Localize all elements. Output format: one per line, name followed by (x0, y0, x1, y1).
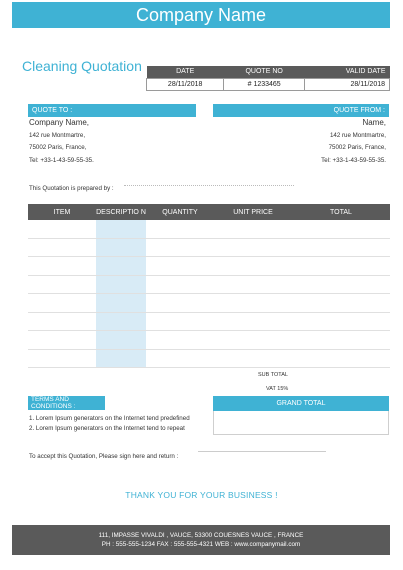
table-cell[interactable] (96, 257, 146, 275)
table-cell[interactable] (292, 331, 390, 349)
table-cell[interactable] (96, 331, 146, 349)
table-cell[interactable] (214, 294, 292, 312)
table-cell[interactable] (28, 276, 96, 294)
table-row (28, 276, 390, 295)
table-cell[interactable] (28, 294, 96, 312)
total-column-header: TOTAL (330, 208, 352, 216)
table-cell[interactable] (214, 350, 292, 368)
accept-instruction: To accept this Quotation, Please sign here and return : (29, 453, 179, 460)
table-cell[interactable] (146, 313, 214, 331)
items-table (28, 204, 390, 368)
table-cell[interactable] (214, 331, 292, 349)
company-header-band (12, 2, 390, 28)
grand-total-band (213, 396, 389, 411)
table-cell[interactable] (292, 239, 390, 257)
table-cell[interactable] (96, 313, 146, 331)
quote-no-header: QUOTE NO (224, 66, 305, 78)
quote-no-value: # 1233465 (224, 78, 305, 90)
document-title: Cleaning Quotation (22, 58, 142, 74)
table-cell[interactable] (292, 257, 390, 275)
table-cell[interactable] (146, 220, 214, 238)
table-row (28, 257, 390, 276)
table-cell[interactable] (292, 294, 390, 312)
quote-from-tel: Tel: +33-1-43-59-55-35. (321, 156, 386, 164)
table-cell[interactable] (214, 239, 292, 257)
date-header: DATE (147, 66, 224, 78)
signature-line[interactable] (198, 451, 326, 452)
quote-from-name: Name, (362, 118, 386, 127)
quote-from-band (213, 104, 389, 117)
table-cell[interactable] (96, 276, 146, 294)
table-cell[interactable] (96, 239, 146, 257)
valid-date-value: 28/11/2018 (304, 78, 389, 90)
prepared-by-field[interactable] (124, 185, 294, 186)
table-cell[interactable] (214, 257, 292, 275)
table-row (28, 239, 390, 258)
date-value: 28/11/2018 (147, 78, 224, 90)
quote-from-address (321, 117, 386, 167)
table-cell[interactable] (28, 239, 96, 257)
quote-to-address-line1: 142 rue Montmartre, (29, 131, 86, 139)
table-cell[interactable] (146, 350, 214, 368)
footer-address: 111, IMPASSE VIVALDI , VAUCE, 53300 COUESNES VAUCE , FRANCE (98, 532, 304, 539)
table-cell[interactable] (96, 220, 146, 238)
quote-meta-table (146, 66, 390, 91)
table-cell[interactable] (146, 331, 214, 349)
quote-to-address (29, 117, 94, 167)
table-row (28, 220, 390, 239)
valid-date-header: VALID DATE (304, 66, 389, 78)
quote-to-name: Company Name, (29, 118, 90, 127)
table-cell[interactable] (146, 294, 214, 312)
table-cell[interactable] (96, 350, 146, 368)
items-table-body (28, 220, 390, 368)
table-cell[interactable] (28, 350, 96, 368)
table-row (28, 331, 390, 350)
description-column-header: DESCRIPTIO N (96, 208, 146, 216)
table-cell[interactable] (146, 257, 214, 275)
footer-band (12, 525, 390, 555)
quote-to-address-line2: 75002 Paris, France, (29, 144, 87, 151)
table-row (28, 294, 390, 313)
terms-line: 1. Lorem Ipsum generators on the Internet tend predefined (29, 415, 190, 422)
grand-total-label: GRAND TOTAL (276, 400, 326, 407)
table-cell[interactable] (214, 276, 292, 294)
table-row (28, 350, 390, 369)
table-cell[interactable] (292, 350, 390, 368)
subtotal-label: SUB TOTAL (258, 372, 288, 378)
quote-to-label: QUOTE TO : (32, 107, 73, 114)
company-name-title: Company Name (135, 4, 267, 25)
unit-price-column-header: UNIT PRICE (233, 208, 273, 216)
table-cell[interactable] (292, 313, 390, 331)
table-cell[interactable] (146, 239, 214, 257)
terms-list (29, 414, 190, 434)
quote-from-address-line1: 142 rue Montmartre, (329, 131, 386, 139)
quote-to-tel: Tel: +33-1-43-59-55-35. (29, 156, 94, 164)
table-cell[interactable] (292, 276, 390, 294)
terms-label: TERMS AND CONDITIONS : (31, 396, 76, 410)
table-cell[interactable] (214, 313, 292, 331)
table-cell[interactable] (28, 257, 96, 275)
table-row (28, 313, 390, 332)
footer-contact: PH : 555-555-1234 FAX : 555-555-4321 WEB : www.companymail.com (101, 541, 301, 548)
table-cell[interactable] (292, 220, 390, 238)
table-cell[interactable] (146, 276, 214, 294)
table-cell[interactable] (28, 220, 96, 238)
quote-from-label: QUOTE FROM : (333, 107, 385, 114)
thank-you-message: THANK YOU FOR YOUR BUSINESS ! (125, 490, 278, 500)
items-table-header (28, 204, 390, 220)
terms-band (28, 396, 105, 410)
table-cell[interactable] (28, 331, 96, 349)
table-cell[interactable] (28, 313, 96, 331)
prepared-by-label: This Quotation is prepared by : (29, 185, 114, 192)
table-cell[interactable] (96, 294, 146, 312)
quote-to-band (28, 104, 196, 117)
quote-from-address-line2: 75002 Paris, France, (328, 144, 386, 151)
quantity-column-header: QUANTITY (162, 208, 198, 216)
vat-label: VAT 15% (266, 386, 289, 392)
item-column-header: ITEM (53, 208, 71, 216)
table-cell[interactable] (214, 220, 292, 238)
grand-total-box (213, 411, 389, 435)
terms-line: 2. Lorem Ipsum generators on the Internet tend to repeat (29, 425, 185, 432)
